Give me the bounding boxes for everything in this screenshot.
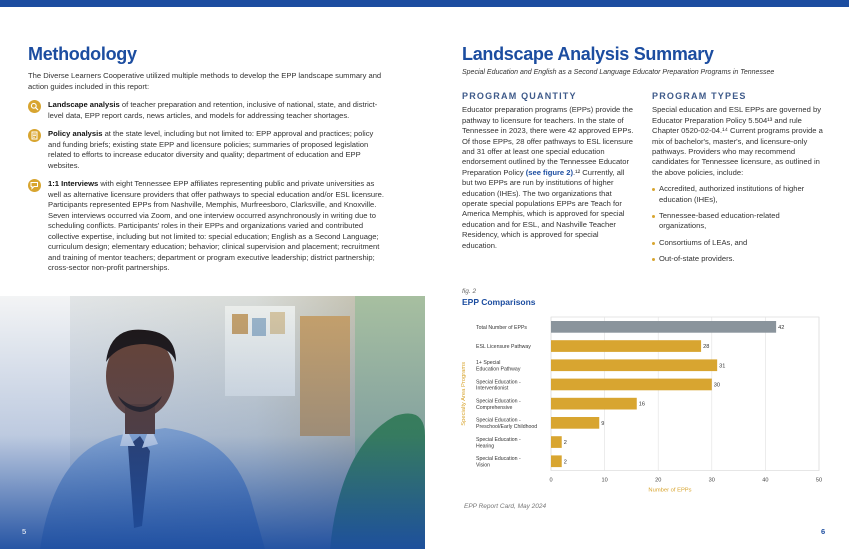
landscape-title: Landscape Analysis Summary [462, 44, 714, 64]
method-label: Policy analysis [48, 129, 103, 138]
list-item: Out-of-state providers. [652, 254, 824, 264]
bar-value-label: 28 [703, 344, 710, 351]
program-types-text: Special education and ESL EPPs are governed by Educator Preparation Policy 5.504¹³ and rule Chapter 0520-02-04.¹⁴ Current programs provide a mix of bachelor's, master's, and licensure-only pathways. Providers who may recommend candidates for Tennessee licensure, as outlined in the above policies, include: [652, 105, 823, 177]
photo-illustration [0, 296, 425, 549]
list-item: Accredited, authorized institutions of higher education (IHEs), [652, 184, 824, 205]
figure-source: EPP Report Card, May 2024 [464, 503, 547, 510]
category-label: Special Education -Vision [476, 456, 521, 469]
category-label: Special Education -Comprehensive [476, 398, 521, 411]
methodology-section [28, 44, 388, 274]
landscape-subtitle: Special Education and English as a Second Language Educator Preparation Programs in Tennessee [462, 69, 775, 76]
category-label: Special Education -Interventionist [476, 379, 521, 392]
method-text: with eight Tennessee EPP affiliates representing public and private universities as well as alternative licensure providers that offer pathways to special education and/or ESL licensure. Participants represented EPPs from Nashville, Memphis, Murfreesboro, Clarksville, and Knoxville. Seven interviews occurred via Zoom, and one interview occurred asynchronously in writing due to scheduling conflicts. Participants' roles in their EPPs and organizations varied and contributed collective expertise, including but not limited to: special education; English as a Second Language; curriculum design; elementary education; behavior; clinical supervision and placement; recruitment and training of mentor teachers; department or program executive leadership; district partnership; cross-sector non-profit partnerships. [48, 179, 384, 272]
page-number-left: 5 [22, 527, 27, 536]
program-quantity-heading: PROGRAM QUANTITY [462, 91, 577, 101]
see-figure-link[interactable]: (see figure 2) [525, 167, 574, 177]
x-tick-label: 20 [655, 477, 662, 484]
y-axis-title: Specialty Area Programs [461, 361, 467, 426]
category-label: 1+ Special Education Pathway [476, 360, 521, 373]
bar [551, 340, 701, 352]
bar [551, 398, 637, 410]
program-quantity-text [462, 105, 634, 251]
category-label: Special Education -Preschool/Early Childhood [476, 417, 538, 431]
bar-value-label: 30 [713, 382, 721, 389]
bar-value-label: 2 [563, 440, 567, 447]
method-label: 1:1 Interviews [48, 179, 99, 188]
bar [551, 436, 562, 448]
document-icon [28, 129, 41, 142]
method-text: at the state level, including but not limited to: EPP approval and practices; policy and funding briefs; existing state EPP and licensure policies; summaries of proposed legislation related to efforts to increase educator diversity and quality; department of education and EPP websites. [48, 129, 374, 170]
program-types-column [652, 91, 824, 271]
method-label: Landscape analysis [48, 100, 120, 109]
provider-list [652, 184, 824, 264]
methodology-intro: The Diverse Learners Cooperative utilized multiple methods to develop the EPP landscape summary and action guides included in this report: [28, 71, 382, 91]
x-tick-label: 40 [762, 477, 769, 484]
quantity-text-part: Educator preparation programs (EPPs) provide the pathway to licensure for teachers. In the state of Tennessee in 2023, there were 42 approved EPPs. Of those EPPs, 28 offer pathways to ESL licensure and 31 offer at least one special education endorsement outlined by the Tennessee Educator Preparation Policy [462, 105, 634, 177]
bar-value-label: 9 [601, 420, 605, 427]
bar-value-label: 2 [563, 459, 567, 466]
bar-value-label: 16 [638, 401, 645, 408]
bar [551, 417, 599, 429]
bar-value-label: 42 [778, 324, 785, 331]
bar [551, 359, 717, 371]
methodology-title: Methodology [28, 44, 137, 64]
method-interviews [28, 179, 388, 274]
chart-svg [460, 313, 830, 503]
magnifier-icon [28, 100, 41, 113]
x-tick-label: 50 [815, 477, 823, 484]
chat-icon [28, 179, 41, 192]
teacher-photo [0, 296, 425, 549]
x-axis-title: Number of EPPs [648, 487, 692, 494]
figure-label: fig. 2 [462, 288, 477, 295]
bar [551, 455, 562, 467]
method-policy-analysis [28, 129, 388, 171]
top-accent-bar [0, 0, 849, 7]
bar [551, 379, 712, 391]
method-text: of teacher preparation and retention, inclusive of national, state, and district-level data, EPP report cards, news articles, and models for addressing teacher shortages. [48, 100, 378, 120]
method-landscape-analysis [28, 100, 388, 121]
figure-title: EPP Comparisons [462, 297, 536, 307]
x-tick-label: 10 [601, 477, 608, 484]
landscape-summary-section [462, 44, 822, 76]
category-label: ESL Licensure Pathway [476, 344, 531, 351]
bar-value-label: 31 [719, 363, 726, 370]
x-tick-label: 0 [549, 477, 553, 484]
category-label: Special Education -Hearing [476, 436, 521, 450]
list-item: Tennessee-based education-related organizations, [652, 211, 824, 232]
list-item: Consortiums of LEAs, and [652, 238, 824, 248]
bar [551, 321, 776, 333]
epp-comparisons-chart [460, 313, 830, 503]
x-tick-label: 30 [708, 477, 715, 484]
plot-frame [551, 317, 819, 471]
page-number-right: 6 [821, 527, 826, 536]
program-quantity-column [462, 91, 634, 251]
quantity-text-part: .¹² Currently, all but two EPPs are run by institutions of higher education (IHEs). The two organizations that operate special populations EPPs are Teach for America Memphis, which is approved for special education and for ESL, and Nashville Teacher Residency, which is approved for special education. [462, 167, 625, 250]
program-types-heading: PROGRAM TYPES [652, 91, 747, 101]
category-label: Total Number of EPPs [476, 324, 528, 331]
